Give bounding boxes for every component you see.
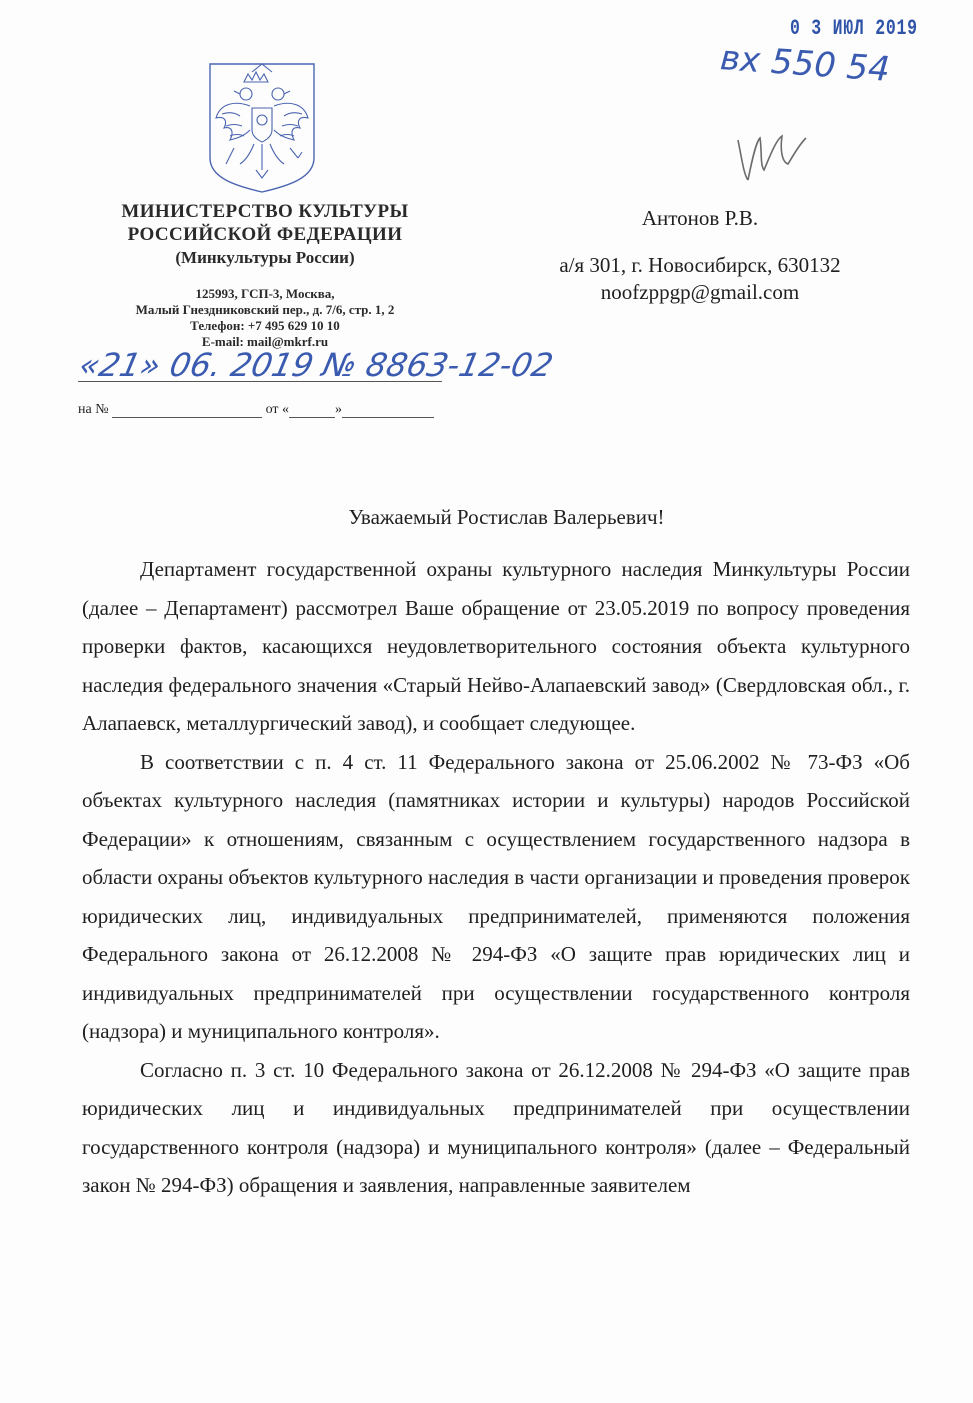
- recipient-email: noofzppgp@gmail.com: [600, 280, 800, 304]
- ministry-address-line1: 125993, ГСП-3, Москва,: [195, 286, 335, 301]
- ministry-short-name: (Минкультуры России): [175, 248, 355, 267]
- ref-day-blank: [289, 405, 335, 418]
- ministry-header: [60, 200, 470, 270]
- letter-paragraph: В соответствии с п. 4 ст. 11 Федерального закона от 25.06.2002 № 73-ФЗ «Об объектах культурного наследия (памятниках истории и культуры) народов Российской Федерации» к отношениям, связанным с осуществлением государственного надзора в области охраны объектов культурного наследия в части организации и проведения проверок юридических лиц, индивидуальных предпринимателей, применяются положения Федерального закона от 26.12.2008 № 294-ФЗ «О защите прав юридических лиц и индивидуальных предпринимателей при осуществлении государственного контроля (надзора) и муниципального контроля».: [82, 749, 910, 1043]
- incoming-number-handwritten: вх 550 54: [718, 38, 892, 90]
- ministry-phone: Телефон: +7 495 629 10 10: [190, 318, 340, 333]
- coat-of-arms-emblem: [204, 60, 320, 194]
- letter-paragraph: Согласно п. 3 ст. 10 Федерального закона от 26.12.2008 № 294-ФЗ «О защите прав юридических лиц и индивидуальных предпринимателей при осуществлении государственного контроля (надзора) и муниципального контроля» (далее – Федеральный закон № 294-ФЗ) обращения и заявления, направленные заявителем: [82, 1057, 910, 1197]
- letter-paragraph: Департамент государственной охраны культурного наследия Минкультуры России (далее – Департамент) рассмотрел Ваше обращение от 23.05.2019 по вопросу проведения проверки фактов, касающихся неудовлетворительного состояния объекта культурного наследия федерального значения «Старый Нейво-Алапаевский завод» (Свердловская обл., г. Алапаевск, металлургический завод), и сообщает следующее.: [82, 557, 910, 735]
- letter-body: [82, 550, 910, 1205]
- registration-stamp: 0 3 ИЮЛ 2019: [790, 16, 918, 41]
- ministry-name-line1: МИНИСТЕРСТВО КУЛЬТУРЫ: [121, 201, 409, 222]
- ref-from-label: от «: [265, 402, 290, 417]
- handwritten-resolution: [730, 120, 810, 190]
- ministry-address-block: [60, 286, 470, 350]
- recipient-name: Антонов Р.В.: [641, 206, 759, 230]
- date-number-line: [78, 380, 442, 382]
- ref-number-blank: [112, 405, 262, 418]
- reference-row: [78, 402, 443, 418]
- ref-date-blank: [342, 405, 434, 418]
- outgoing-date-number-handwritten: «21» 06. 2019 № 8863-12-02: [75, 346, 557, 384]
- ministry-email: E-mail: mail@mkrf.ru: [201, 334, 329, 349]
- ministry-address-line2: Малый Гнездниковский пер., д. 7/6, стр. 1, 2: [135, 302, 395, 317]
- recipient-address: а/я 301, г. Новосибирск, 630132: [559, 253, 841, 277]
- ref-quote-close: »: [335, 402, 343, 417]
- ministry-name-line2: РОССИЙСКОЙ ФЕДЕРАЦИИ: [127, 224, 403, 245]
- recipient-block: [520, 205, 880, 306]
- ref-number-prefix: на №: [78, 402, 109, 417]
- letter-salutation: Уважаемый Ростислав Валерьевич!: [348, 505, 665, 529]
